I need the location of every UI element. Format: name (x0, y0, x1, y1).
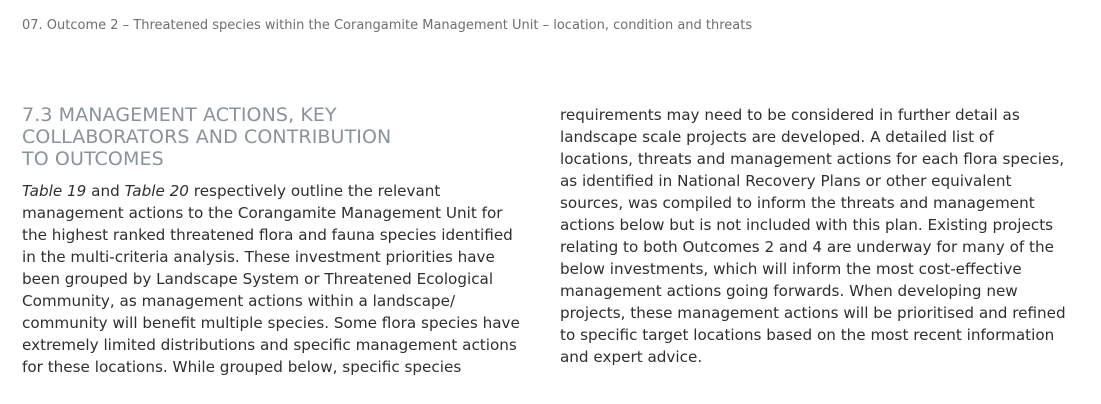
paragraph-line: as identified in National Recovery Plans or other equivalent (560, 172, 1012, 190)
paragraph-line: Community, as management actions within a landscape/ (22, 292, 456, 310)
line-text: respectively outline the relevant (188, 182, 441, 200)
left-paragraph (22, 180, 522, 378)
section-heading-line: COLLABORATORS AND CONTRIBUTION (22, 126, 392, 148)
paragraph-line: community will benefit multiple species. Some flora species have (22, 314, 520, 332)
paragraph-line: management actions to the Corangamite Management Unit for (22, 204, 503, 222)
paragraph-line: below investments, which will inform the most cost-effective (560, 260, 1022, 278)
paragraph-line: to specific target locations based on the most recent information (560, 326, 1055, 344)
paragraph-line: for these locations. While grouped below, specific species (22, 358, 462, 376)
paragraph-line: projects, these management actions will be prioritised and refined (560, 304, 1066, 322)
paragraph-line: and expert advice. (560, 348, 703, 366)
paragraph-line (22, 180, 522, 202)
paragraph-line: actions below but is not included with this plan. Existing projects (560, 216, 1054, 234)
section-heading (22, 104, 522, 170)
paragraph-line: extremely limited distributions and specific management actions (22, 336, 517, 354)
table-20-reference: Table 20 (124, 182, 189, 200)
table-19-reference: Table 19 (22, 182, 87, 200)
paragraph-line: the highest ranked threatened flora and fauna species identified (22, 226, 513, 244)
paragraph-line: landscape scale projects are developed. A detailed list of (560, 128, 994, 146)
right-paragraph (560, 104, 1066, 368)
paragraph-line: relating to both Outcomes 2 and 4 are underway for many of the (560, 238, 1054, 256)
paragraph-line: sources, was compiled to inform the threats and management (560, 194, 1035, 212)
conjunction-text: and (86, 182, 125, 200)
paragraph-line: been grouped by Landscape System or Threatened Ecological (22, 270, 494, 288)
paragraph-line: in the multi-criteria analysis. These investment priorities have (22, 248, 495, 266)
section-heading-line: TO OUTCOMES (22, 148, 164, 170)
left-column (22, 104, 522, 378)
section-heading-line: 7.3 MANAGEMENT ACTIONS, KEY (22, 104, 337, 126)
paragraph-line: requirements may need to be considered in further detail as (560, 106, 1020, 124)
paragraph-line: locations, threats and management actions for each flora species, (560, 150, 1065, 168)
right-column (560, 104, 1066, 368)
paragraph-line: management actions going forwards. When developing new (560, 282, 1018, 300)
running-header: 07. Outcome 2 – Threatened species within the Corangamite Management Unit – location, condition and threats (22, 18, 753, 33)
